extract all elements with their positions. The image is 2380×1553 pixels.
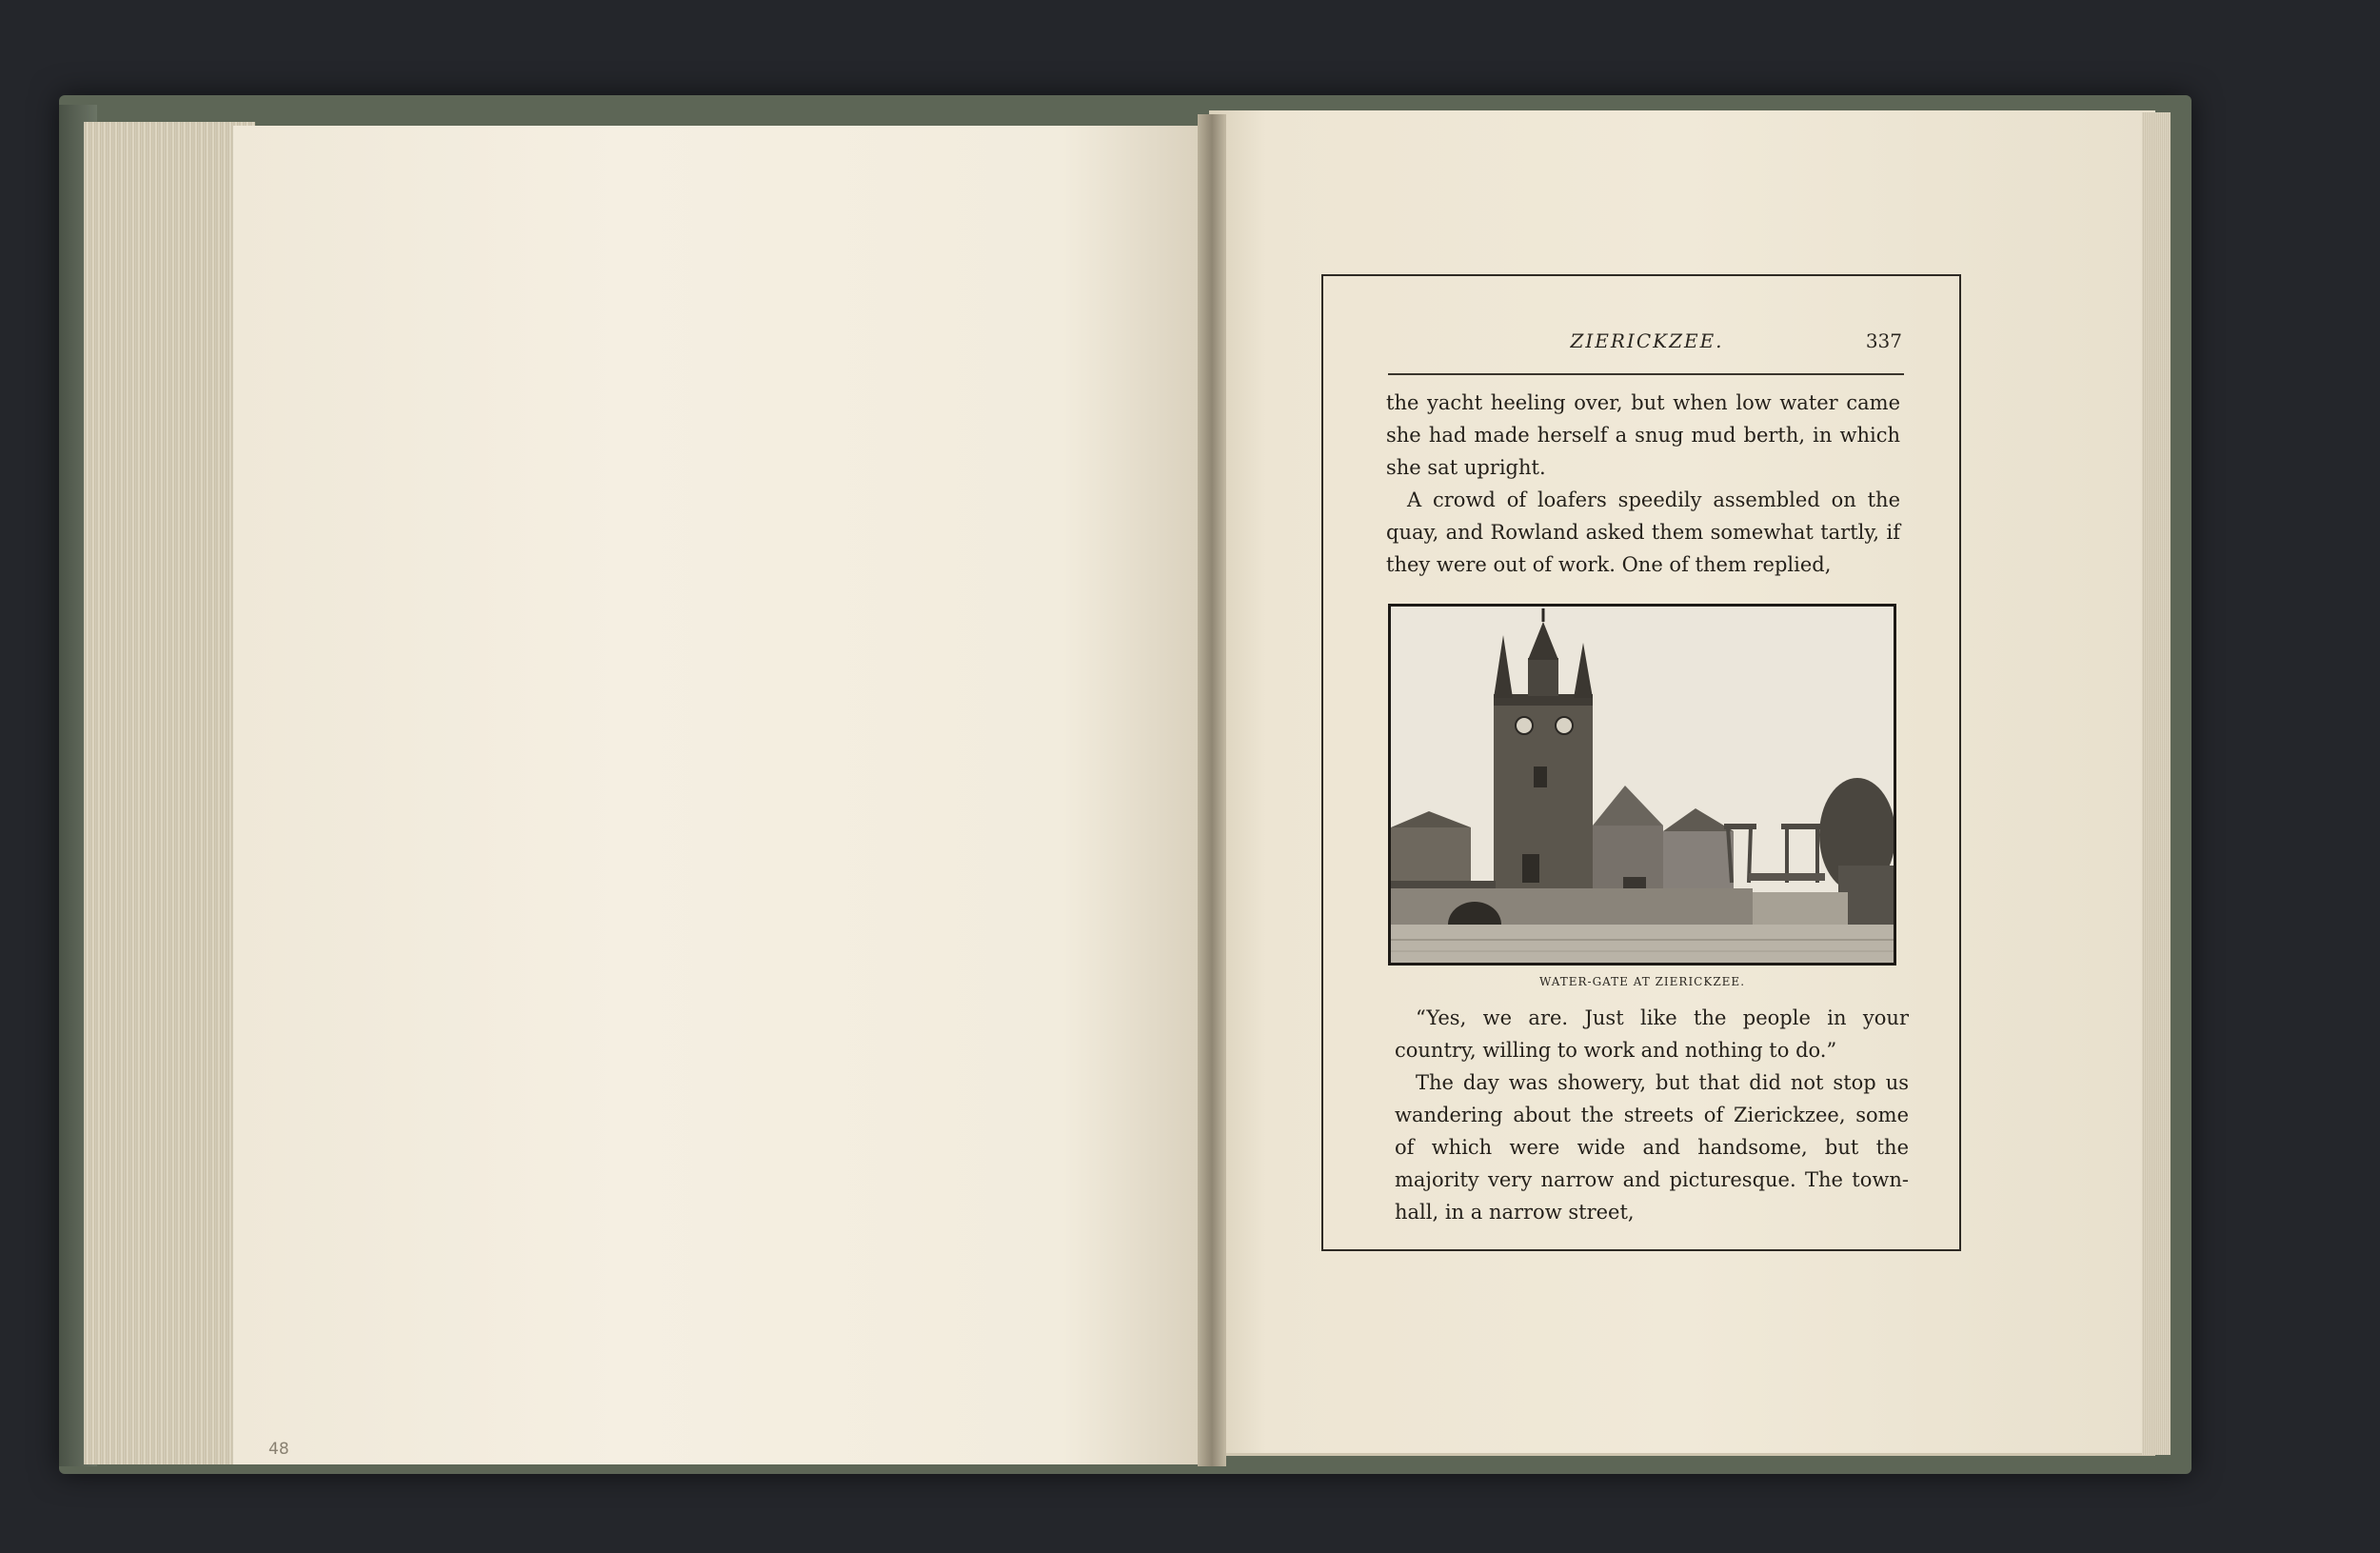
running-title: ZIERICKZEE. [1570,329,1724,352]
paragraph: The day was showery, but that did not stop us wandering about the streets of Zierickzee, some of which were wide and handsome, but the majority very narrow and picturesque. The town-hall, in a narrow street, [1395,1071,1909,1224]
pencil-page-mark: 48 [268,1440,289,1459]
right-page-edge [2142,112,2171,1455]
page-number: 337 [1865,329,1902,352]
text-before-illustration [1386,387,1900,581]
text-after-illustration [1395,1002,1909,1228]
illustration-caption: WATER-GATE AT ZIERICKZEE. [1538,975,1746,988]
page-stack-edge [84,122,255,1464]
running-head [1388,329,1906,364]
water-gate-engraving [1391,607,1894,963]
left-page-blank [233,126,1209,1464]
illustration-water-gate [1388,604,1896,966]
paragraph: the yacht heeling over, but when low water came she had made herself a snug mud berth, in which she sat upright. [1386,391,1900,479]
head-rule [1388,373,1904,375]
paragraph: “Yes, we are. Just like the people in your country, willing to work and nothing to do.” [1395,1006,1909,1062]
paragraph: A crowd of loafers speedily assembled on the quay, and Rowland asked them somewhat tartly, if they were out of work. One of them replied, [1386,488,1900,576]
book-gutter [1198,114,1226,1466]
